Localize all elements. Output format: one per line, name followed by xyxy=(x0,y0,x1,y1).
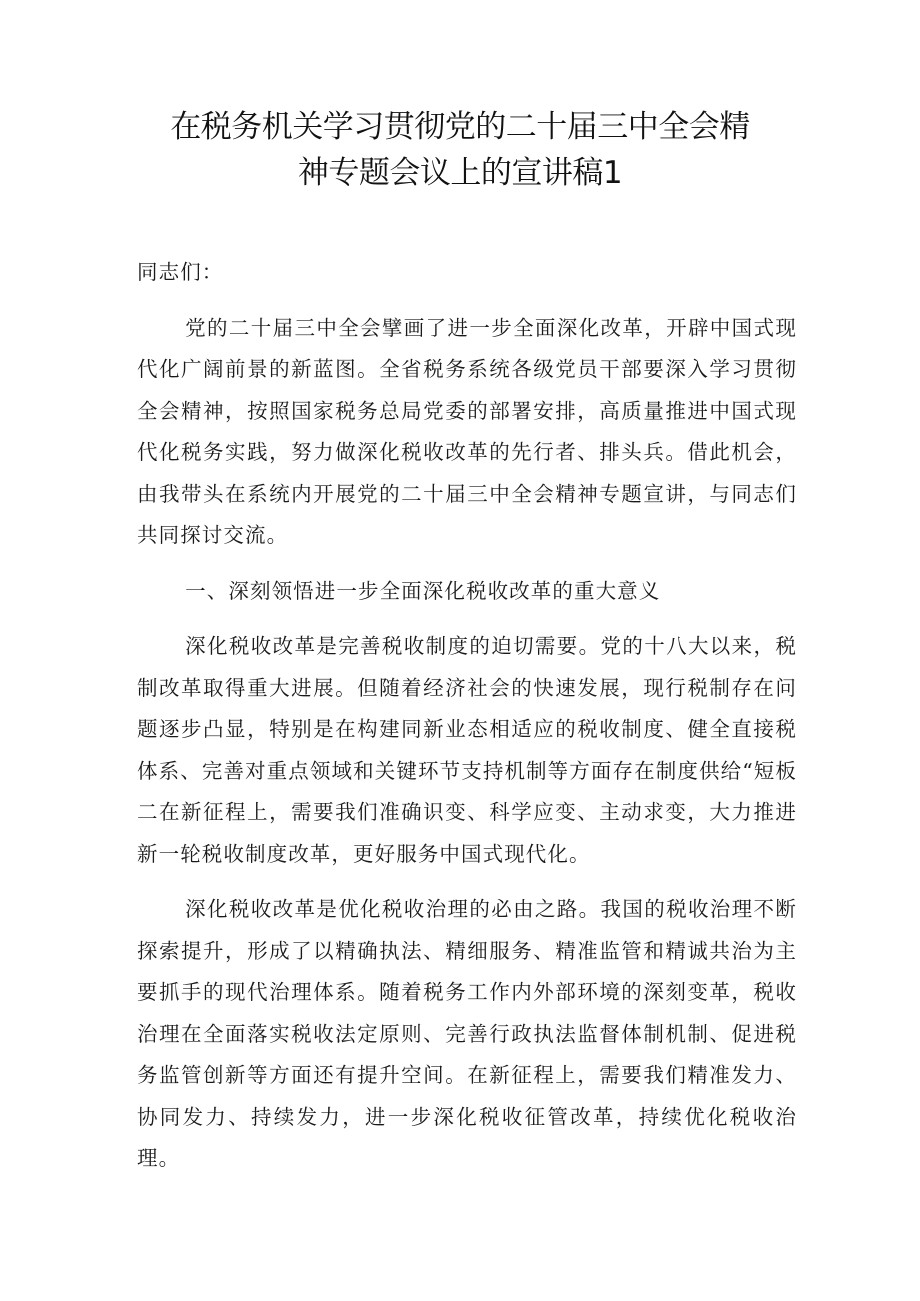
section-heading-1: 一、深刻领悟进一步全面深化税收改革的重大意义 xyxy=(185,578,661,603)
title-line-1: 在税务机关学习贯彻党的二十届三中全会精 xyxy=(170,109,750,145)
document-title xyxy=(120,104,800,196)
document-body xyxy=(137,252,797,1194)
paragraph-tax-system: 深化税收改革是完善税收制度的迫切需要。党的十八大以来，税制改革取得重大进展。但随着经济社会的快速发展，现行税制存在问题逐步凸显，特别是在构建同新业态相适应的税收制度、健全直接税体系、完善对重点领域和关键环节支持机制等方面存在制度供给“短板二在新征程上，需要我们准确识变、科学应变、主动求变，大力推进新一轮税收制度改革，更好服务中国式现代化。 xyxy=(137,634,797,866)
paragraph-intro: 党的二十届三中全会擘画了进一步全面深化改革，开辟中国式现代化广阔前景的新蓝图。全省税务系统各级党员干部要深入学习贯彻全会精神，按照国家税务总局党委的部署安排，高质量推进中国式现代化税务实践，努力做深化税收改革的先行者、排头兵。借此机会，由我带头在系统内开展党的二十届三中全会精神专题宣讲，与同志们共同探讨交流。 xyxy=(137,315,797,547)
title-line-2: 神专题会议上的宣讲稿1 xyxy=(297,155,623,191)
paragraph-tax-governance: 深化税收改革是优化税收治理的必由之路。我国的税收治理不断探索提升，形成了以精确执法、精细服务、精准监管和精诚共治为主要抓手的现代治理体系。随着税务工作内外部环境的深刻变革，税收治理在全面落实税收法定原则、完善行政执法监督体制机制、促进税务监管创新等方面还有提升空间。在新征程上，需要我们精准发力、协同发力、持续发力，进一步深化税收征管改革，持续优化税收治理。 xyxy=(137,897,797,1170)
salutation: 同志们： xyxy=(137,260,224,284)
